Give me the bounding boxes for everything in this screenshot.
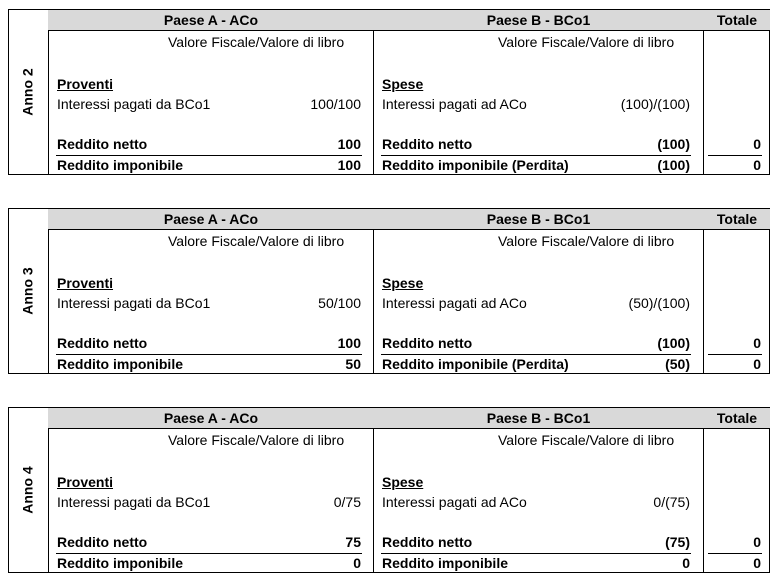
- total-taxable-value: 0: [753, 555, 761, 571]
- border-right: [769, 10, 770, 174]
- header-total: Totale: [716, 12, 758, 28]
- year-label: Anno 3: [20, 267, 37, 315]
- expenses-heading: Spese: [382, 275, 424, 291]
- rule-line: [381, 553, 691, 554]
- column-divider: [48, 209, 49, 373]
- income-heading: Proventi: [57, 76, 114, 92]
- interest-paid-value: (50)/(100): [628, 295, 690, 311]
- value-caption-a: Valore Fiscale/Valore di libro: [168, 432, 345, 448]
- total-net-value: 0: [753, 136, 761, 152]
- interest-received-label: Interessi pagati da BCo1: [57, 494, 211, 510]
- year-label-cell: [8, 408, 48, 572]
- rule-line: [56, 553, 362, 554]
- taxable-income-label-a: Reddito imponibile: [57, 356, 183, 372]
- interest-paid-label: Interessi pagati ad ACo: [382, 96, 527, 112]
- column-divider: [48, 10, 49, 174]
- year-block: [8, 9, 770, 175]
- interest-paid-value: 0/(75): [653, 494, 690, 510]
- taxable-income-label-b: Reddito imponibile (Perdita): [382, 157, 569, 173]
- taxable-income-value-a: 50: [345, 356, 361, 372]
- taxable-income-value-b: (50): [665, 356, 690, 372]
- net-income-value-a: 100: [337, 136, 361, 152]
- rule-line: [56, 354, 362, 355]
- interest-paid-label: Interessi pagati ad ACo: [382, 494, 527, 510]
- header-total: Totale: [716, 211, 758, 227]
- taxable-income-label-b: Reddito imponibile (Perdita): [382, 356, 569, 372]
- year-block: [8, 407, 770, 573]
- header-country-b: Paese B - BCo1: [486, 12, 591, 28]
- year-label-cell: [8, 209, 48, 373]
- total-net-value: 0: [753, 534, 761, 550]
- net-income-label-a: Reddito netto: [57, 136, 148, 152]
- net-income-label-a: Reddito netto: [57, 534, 148, 550]
- net-income-value-b: (100): [657, 335, 690, 351]
- value-caption-a: Valore Fiscale/Valore di libro: [168, 233, 345, 249]
- year-label: Anno 4: [20, 466, 37, 514]
- rule-line: [708, 155, 762, 156]
- border-right: [769, 209, 770, 373]
- taxable-income-label-a: Reddito imponibile: [57, 555, 183, 571]
- header-country-b: Paese B - BCo1: [486, 211, 591, 227]
- net-income-label-b: Reddito netto: [382, 136, 473, 152]
- expenses-heading: Spese: [382, 76, 424, 92]
- taxable-income-value-b: 0: [682, 555, 690, 571]
- rule-line: [381, 354, 691, 355]
- taxable-income-value-a: 0: [353, 555, 361, 571]
- value-caption-a: Valore Fiscale/Valore di libro: [168, 34, 345, 50]
- header-country-b: Paese B - BCo1: [486, 410, 591, 426]
- border-right: [769, 408, 770, 572]
- column-divider: [373, 209, 374, 373]
- expenses-heading: Spese: [382, 474, 424, 490]
- net-income-label-b: Reddito netto: [382, 534, 473, 550]
- rule-line: [56, 155, 362, 156]
- value-caption-b: Valore Fiscale/Valore di libro: [498, 233, 675, 249]
- income-heading: Proventi: [57, 275, 114, 291]
- net-income-label-a: Reddito netto: [57, 335, 148, 351]
- interest-received-value: 50/100: [318, 295, 361, 311]
- column-divider: [703, 408, 704, 572]
- interest-received-label: Interessi pagati da BCo1: [57, 295, 211, 311]
- net-income-value-b: (100): [657, 136, 690, 152]
- interest-received-label: Interessi pagati da BCo1: [57, 96, 211, 112]
- taxable-income-label-b: Reddito imponibile: [382, 555, 508, 571]
- interest-paid-value: (100)/(100): [620, 96, 690, 112]
- year-label: Anno 2: [20, 68, 37, 116]
- rule-line: [381, 155, 691, 156]
- interest-received-value: 100/100: [310, 96, 361, 112]
- year-label-cell: [8, 10, 48, 174]
- rule-line: [708, 553, 762, 554]
- net-income-label-b: Reddito netto: [382, 335, 473, 351]
- header-country-a: Paese A - ACo: [163, 12, 259, 28]
- interest-received-value: 0/75: [333, 494, 361, 510]
- column-divider: [373, 408, 374, 572]
- column-divider: [703, 10, 704, 174]
- column-divider: [48, 408, 49, 572]
- year-block: [8, 208, 770, 374]
- column-divider: [703, 209, 704, 373]
- total-net-value: 0: [753, 335, 761, 351]
- income-heading: Proventi: [57, 474, 114, 490]
- taxable-income-value-b: (100): [657, 157, 690, 173]
- header-total: Totale: [716, 410, 758, 426]
- value-caption-b: Valore Fiscale/Valore di libro: [498, 432, 675, 448]
- interest-paid-label: Interessi pagati ad ACo: [382, 295, 527, 311]
- net-income-value-a: 100: [337, 335, 361, 351]
- header-country-a: Paese A - ACo: [163, 410, 259, 426]
- net-income-value-a: 75: [345, 534, 361, 550]
- column-divider: [373, 10, 374, 174]
- taxable-income-value-a: 100: [337, 157, 361, 173]
- total-taxable-value: 0: [753, 157, 761, 173]
- total-taxable-value: 0: [753, 356, 761, 372]
- net-income-value-b: (75): [665, 534, 690, 550]
- value-caption-b: Valore Fiscale/Valore di libro: [498, 34, 675, 50]
- rule-line: [708, 354, 762, 355]
- header-country-a: Paese A - ACo: [163, 211, 259, 227]
- taxable-income-label-a: Reddito imponibile: [57, 157, 183, 173]
